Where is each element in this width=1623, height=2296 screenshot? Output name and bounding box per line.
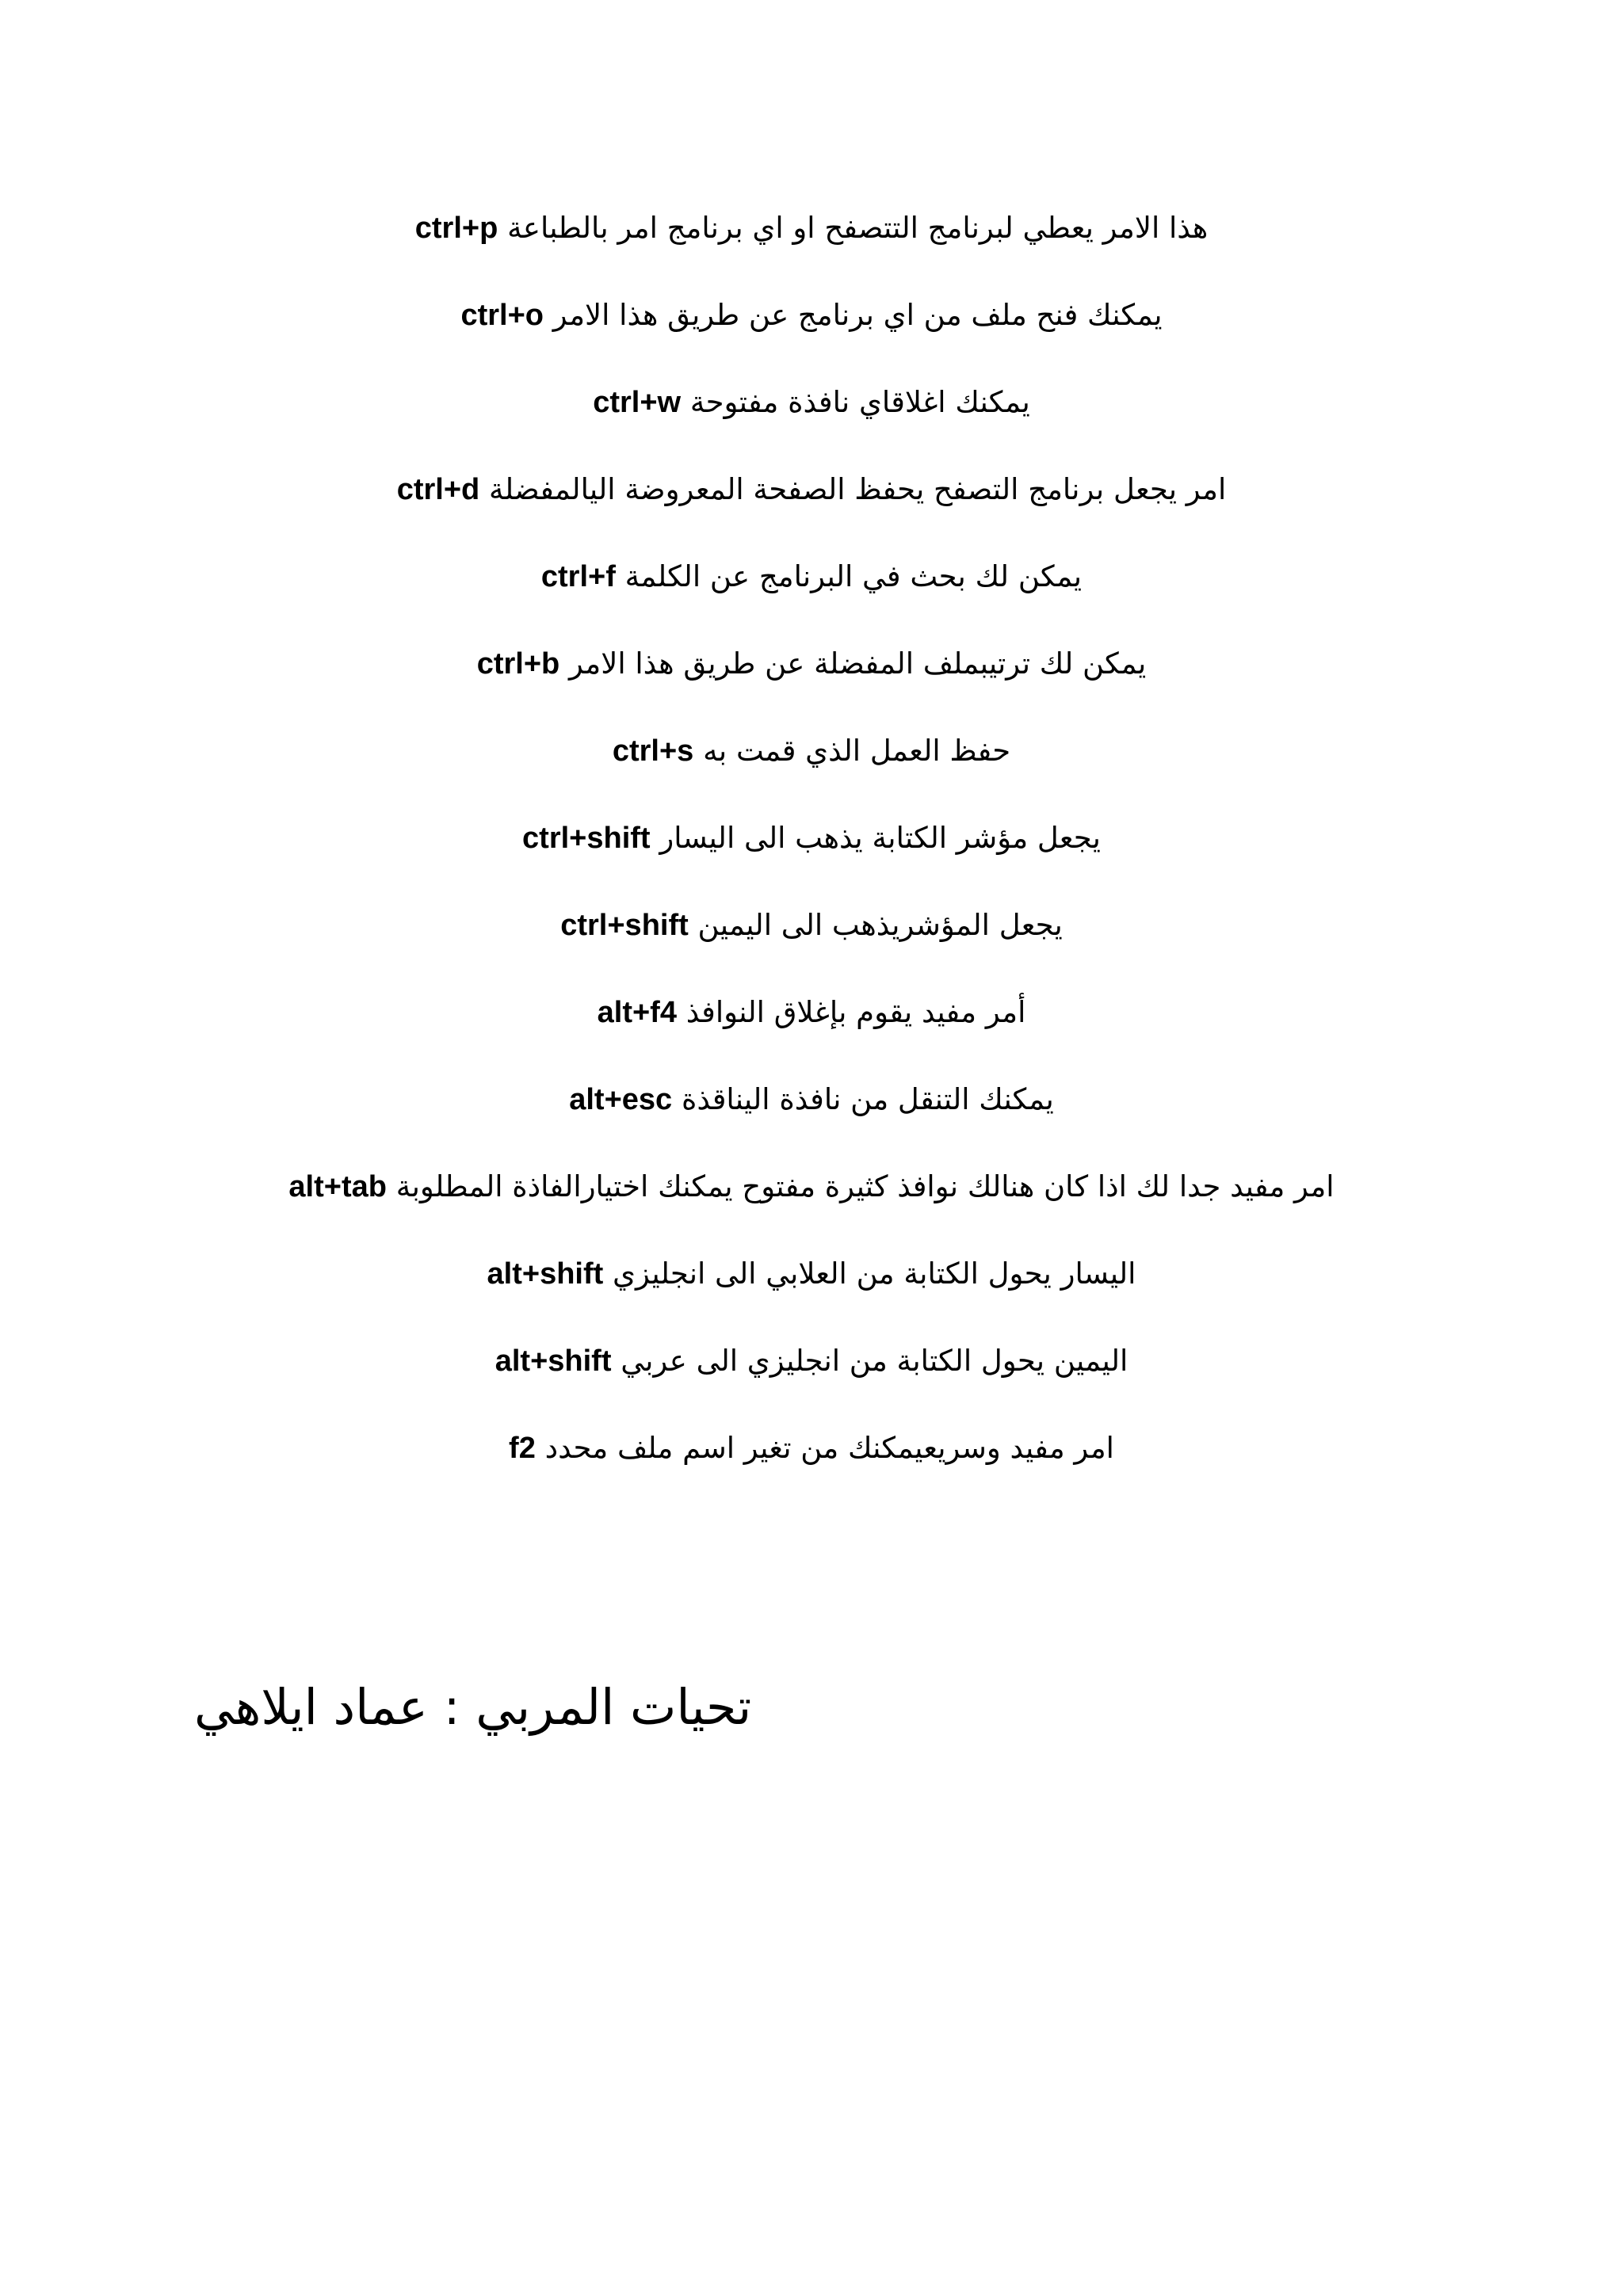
shortcut-description: امر مفيد وسريعيمكنك من تغير اسم ملف محدد <box>544 1431 1114 1465</box>
shortcut-line-alt-tab <box>0 1163 1623 1250</box>
shortcut-line-alt-shift-right <box>0 1337 1623 1425</box>
shortcut-key: ctrl+p <box>414 212 498 245</box>
shortcut-line-ctrl-w <box>0 379 1623 466</box>
shortcut-line-alt-shift-left <box>0 1250 1623 1337</box>
shortcut-line-alt-f4 <box>0 989 1623 1076</box>
shortcut-line-ctrl-d <box>0 466 1623 553</box>
shortcut-line-ctrl-shift-right <box>0 902 1623 989</box>
shortcut-line-f2 <box>0 1425 1623 1512</box>
shortcut-key: alt+f4 <box>597 996 677 1029</box>
shortcut-description: حفظ العمل الذي قمت به <box>703 734 1011 768</box>
shortcut-key: ctrl+o <box>460 299 544 332</box>
shortcut-description: يجعل مؤشر الكتابة يذهب الى اليسار <box>659 821 1101 855</box>
shortcut-line-ctrl-o <box>0 292 1623 379</box>
shortcut-description: اليسار يحول الكتابة من العلابي الى انجليزي <box>613 1257 1136 1291</box>
shortcut-line-alt-esc <box>0 1076 1623 1163</box>
shortcut-line-ctrl-f <box>0 553 1623 640</box>
shortcut-key: alt+tab <box>288 1170 387 1203</box>
shortcut-description: امر يجعل برنامج التصفح يحفظ الصفحة المعروضة اليالمفضلة <box>489 472 1227 506</box>
shortcut-key: f2 <box>509 1432 536 1465</box>
shortcut-key: ctrl+d <box>396 473 480 506</box>
shortcut-line-ctrl-shift-left <box>0 814 1623 902</box>
shortcut-list <box>0 204 1623 1512</box>
shortcut-description: يمكن لك بحث في البرنامج عن الكلمة <box>624 559 1083 593</box>
shortcut-key: ctrl+shift <box>560 909 689 942</box>
signature: تحيات المربي : عماد ايلاهي <box>194 1678 752 1736</box>
shortcut-key: ctrl+shift <box>522 822 651 855</box>
shortcut-key: ctrl+s <box>612 734 694 768</box>
shortcut-description: هذا الامر يعطي لبرنامج التتصفح او اي برنامج امر بالطباعة <box>507 211 1209 245</box>
shortcut-description: يمكنك اغلاقاي نافذة مفتوحة <box>689 385 1030 419</box>
shortcut-line-ctrl-s <box>0 727 1623 814</box>
shortcut-key: ctrl+w <box>593 386 682 419</box>
shortcut-key: ctrl+b <box>476 647 560 681</box>
shortcut-description: أمر مفيد يقوم بإغلاق النوافذ <box>685 995 1026 1029</box>
shortcut-key: alt+shift <box>487 1257 604 1291</box>
shortcut-key: alt+esc <box>569 1083 673 1116</box>
shortcut-key: alt+shift <box>495 1344 612 1378</box>
shortcut-description: يمكنك التنقل من نافذة اليناقذة <box>681 1082 1054 1116</box>
shortcut-description: يجعل المؤشريذهب الى اليمين <box>697 908 1063 942</box>
shortcut-description: يمكن لك ترتيبملف المفضلة عن طريق هذا الامر <box>569 646 1147 681</box>
shortcut-description: اليمين يحول الكتابة من انجليزي الى عربي <box>621 1344 1128 1378</box>
shortcut-key: ctrl+f <box>540 560 616 593</box>
shortcut-line-ctrl-b <box>0 640 1623 727</box>
shortcut-description: يمكنك فنح ملف من اي برنامج عن طريق هذا الامر <box>552 298 1163 332</box>
shortcut-line-ctrl-p <box>0 204 1623 292</box>
shortcut-description: امر مفيد جدا لك اذا كان هنالك نوافذ كثيرة مفتوح يمكنك اختيارالفاذة المطلوبة <box>395 1169 1335 1203</box>
